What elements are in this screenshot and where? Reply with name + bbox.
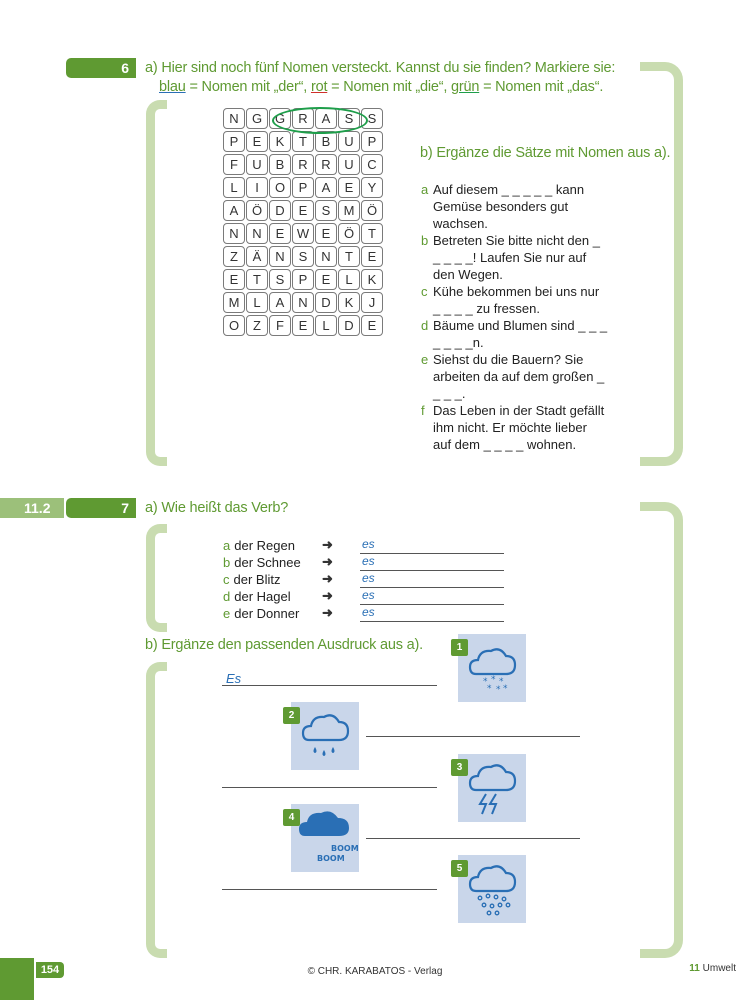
picture-badge-3: 3 — [451, 759, 468, 776]
color-green-label: grün — [451, 79, 480, 95]
verb-noun: der Regen — [234, 538, 295, 553]
grid-cell[interactable]: A — [269, 292, 291, 313]
exercise-6-heading-line2 — [159, 79, 603, 95]
verb-row — [223, 605, 299, 622]
svg-text:*: * — [499, 677, 504, 687]
grid-cell[interactable]: E — [315, 269, 337, 290]
grid-cell[interactable]: M — [338, 200, 360, 221]
grid-cell[interactable]: N — [223, 223, 245, 244]
picture-badge-2: 2 — [283, 707, 300, 724]
arrow-icon: ➜ — [322, 605, 333, 620]
verb-letter: b — [223, 555, 231, 570]
hail-cloud-icon — [458, 855, 526, 923]
grid-cell[interactable]: W — [292, 223, 314, 244]
grid-cell[interactable]: R — [292, 108, 314, 129]
verb-letter: d — [223, 589, 231, 604]
picture-rain — [291, 702, 359, 770]
picture-badge-1: 1 — [451, 639, 468, 656]
grid-cell[interactable]: N — [223, 108, 245, 129]
footer-tab — [0, 958, 34, 1000]
color-blue-label: blau — [159, 79, 186, 95]
grid-cell[interactable]: K — [338, 292, 360, 313]
grid-cell[interactable]: Ö — [361, 200, 383, 221]
section-tab: 11.2 — [0, 498, 64, 518]
verb-noun: der Schnee — [234, 555, 301, 570]
exercise-7b-heading: b) Ergänze den passenden Ausdruck aus a). — [145, 637, 423, 653]
item-text: Betreten Sie bitte nicht den _ _ _ _ _! Laufen Sie nur auf den Wegen. — [433, 233, 600, 282]
picture-badge-4: 4 — [283, 809, 300, 826]
snow-cloud-icon — [458, 634, 526, 702]
grid-cell[interactable]: P — [292, 177, 314, 198]
exercise-7-tab — [66, 498, 136, 518]
das-rule: = Nomen mit „das“. — [479, 79, 604, 95]
example-highlight-oval — [272, 107, 368, 134]
grid-cell[interactable]: N — [269, 246, 291, 267]
verb-row — [223, 571, 280, 588]
grid-cell[interactable]: E — [361, 246, 383, 267]
grid-cell[interactable]: C — [361, 154, 383, 175]
answer-line-1[interactable] — [222, 685, 437, 686]
arrow-icon: ➜ — [322, 537, 333, 552]
svg-text:*: * — [487, 684, 492, 694]
unit-label — [689, 963, 736, 974]
grid-cell[interactable]: N — [292, 292, 314, 313]
arrow-icon: ➜ — [322, 554, 333, 569]
item-text: Bäume und Blumen sind _ _ _ _ _ _ _n. — [433, 318, 608, 350]
grid-cell[interactable]: D — [338, 315, 360, 336]
exercise-number: 6 — [121, 60, 129, 76]
verb-answer-line[interactable] — [360, 605, 504, 622]
picture-lightning — [458, 754, 526, 822]
answer-line-3[interactable] — [222, 787, 437, 788]
grid-cell[interactable]: K — [269, 131, 291, 152]
exercise-7b-left-bracket — [146, 662, 167, 958]
grid-cell[interactable]: L — [246, 292, 268, 313]
exercise-7-right-bracket — [640, 502, 683, 958]
grid-cell[interactable]: L — [315, 315, 337, 336]
grid-cell[interactable]: K — [361, 269, 383, 290]
item-letter: f — [421, 403, 425, 418]
verb-answer-line[interactable] — [360, 588, 504, 605]
verb-row — [223, 588, 291, 605]
grid-cell[interactable]: N — [315, 246, 337, 267]
svg-text:BOOM: BOOM — [317, 854, 345, 863]
publisher: © CHR. KARABATOS - Verlag — [307, 966, 443, 977]
verb-answer-text: es — [362, 588, 375, 602]
item-letter: c — [421, 284, 428, 299]
arrow-icon: ➜ — [322, 571, 333, 586]
grid-cell[interactable]: T — [292, 131, 314, 152]
exercise-6-right-bracket — [640, 62, 683, 466]
grid-cell[interactable]: T — [338, 246, 360, 267]
picture-snow — [458, 634, 526, 702]
handwritten-answer: Es — [226, 671, 242, 686]
exercise-6-left-bracket — [146, 100, 167, 466]
verb-answer-text: es — [362, 605, 375, 619]
verb-answer-text: es — [362, 571, 375, 585]
thunder-cloud-icon — [291, 804, 359, 872]
grid-cell[interactable]: U — [246, 154, 268, 175]
grid-cell[interactable]: A — [223, 200, 245, 221]
grid-cell[interactable]: T — [361, 223, 383, 244]
item-letter: b — [421, 233, 429, 248]
verb-answer-line[interactable] — [360, 571, 504, 588]
grid-cell[interactable]: Ö — [246, 200, 268, 221]
grid-cell[interactable]: L — [223, 177, 245, 198]
grid-cell[interactable]: D — [269, 200, 291, 221]
page-number: 154 — [36, 962, 64, 978]
svg-text:*: * — [491, 675, 496, 685]
grid-cell[interactable]: P — [223, 131, 245, 152]
grid-cell[interactable]: S — [315, 200, 337, 221]
verb-noun: der Hagel — [234, 589, 291, 604]
grid-cell[interactable]: P — [292, 269, 314, 290]
item-letter: e — [421, 352, 429, 367]
der-rule: = Nomen mit „der“, — [185, 79, 311, 95]
picture-hail — [458, 855, 526, 923]
grid-cell[interactable]: E — [269, 223, 291, 244]
verb-row — [223, 537, 295, 554]
grid-cell[interactable]: D — [315, 292, 337, 313]
grid-cell[interactable]: Ä — [246, 246, 268, 267]
grid-cell[interactable]: E — [246, 131, 268, 152]
grid-cell[interactable]: G — [269, 108, 291, 129]
die-rule: = Nomen mit „die“, — [327, 79, 451, 95]
grid-cell[interactable]: B — [269, 154, 291, 175]
grid-cell[interactable]: J — [361, 292, 383, 313]
verb-letter: e — [223, 606, 231, 621]
grid-cell[interactable]: G — [246, 108, 268, 129]
item-letter: a — [421, 182, 429, 197]
exercise-6-tab — [66, 58, 136, 78]
color-red-label: rot — [310, 79, 328, 95]
picture-thunder — [291, 804, 359, 872]
verb-letter: a — [223, 538, 231, 553]
svg-text:*: * — [483, 677, 488, 687]
exercise-6-heading-line1: a) Hier sind noch fünf Nomen versteckt. Kannst du sie finden? Markiere sie: — [145, 60, 616, 76]
exercise-number: 7 — [121, 500, 129, 516]
item-text: Kühe bekommen bei uns nur _ _ _ _ zu fressen. — [433, 284, 600, 316]
item-letter: d — [421, 318, 429, 333]
grid-cell[interactable]: L — [338, 269, 360, 290]
verb-answer-text: es — [362, 554, 375, 568]
rain-cloud-icon — [291, 702, 359, 770]
verb-answer-text: es — [362, 537, 375, 551]
grid-cell[interactable]: S — [292, 246, 314, 267]
grid-cell[interactable]: E — [292, 315, 314, 336]
grid-cell[interactable]: T — [246, 269, 268, 290]
unit-number: 11 — [689, 963, 700, 974]
grid-cell[interactable]: O — [269, 177, 291, 198]
lightning-cloud-icon — [458, 754, 526, 822]
verb-answer-line[interactable] — [360, 537, 504, 554]
grid-cell[interactable]: B — [315, 131, 337, 152]
grid-cell[interactable]: Y — [361, 177, 383, 198]
grid-cell[interactable]: I — [246, 177, 268, 198]
exercise-6b-heading: b) Ergänze die Sätze mit Nomen aus a). — [420, 145, 671, 161]
grid-cell[interactable]: S — [338, 108, 360, 129]
verb-answer-line[interactable] — [360, 554, 504, 571]
svg-text:*: * — [496, 685, 501, 695]
item-text: Auf diesem _ _ _ _ _ kann Gemüse besonders gut wachsen. — [433, 182, 585, 231]
grid-cell[interactable]: E — [223, 269, 245, 290]
item-text: Das Leben in der Stadt gefällt ihm nicht. Er möchte lieber auf dem _ _ _ _ wohnen. — [433, 403, 605, 452]
grid-cell[interactable]: F — [269, 315, 291, 336]
verb-noun: der Donner — [234, 606, 300, 621]
grid-cell[interactable]: Z — [223, 246, 245, 267]
verb-row — [223, 554, 301, 571]
grid-cell[interactable]: Ö — [338, 223, 360, 244]
grid-cell[interactable]: R — [315, 154, 337, 175]
arrow-icon: ➜ — [322, 588, 333, 603]
item-text: Siehst du die Bauern? Sie arbeiten da auf dem großen _ _ _ _. — [433, 352, 605, 401]
grid-cell[interactable]: U — [338, 131, 360, 152]
unit-name: Umwelt — [702, 963, 736, 974]
grid-cell[interactable]: P — [361, 131, 383, 152]
answer-line-5[interactable] — [222, 889, 437, 890]
grid-cell[interactable]: E — [338, 177, 360, 198]
exercise-7a-left-bracket — [146, 524, 167, 632]
grid-cell[interactable]: M — [223, 292, 245, 313]
verb-noun: der Blitz — [233, 572, 281, 587]
grid-cell[interactable]: E — [361, 315, 383, 336]
svg-text:*: * — [503, 684, 508, 694]
grid-cell[interactable]: S — [269, 269, 291, 290]
grid-cell[interactable]: A — [315, 108, 337, 129]
grid-cell[interactable]: E — [315, 223, 337, 244]
exercise-7a-heading: a) Wie heißt das Verb? — [145, 500, 289, 516]
grid-cell[interactable]: N — [246, 223, 268, 244]
grid-cell[interactable]: E — [292, 200, 314, 221]
verb-letter: c — [223, 572, 230, 587]
grid-cell[interactable]: A — [315, 177, 337, 198]
answer-line-2[interactable] — [366, 736, 580, 737]
grid-cell[interactable]: O — [223, 315, 245, 336]
grid-cell[interactable]: R — [292, 154, 314, 175]
answer-line-4[interactable] — [366, 838, 580, 839]
picture-badge-5: 5 — [451, 860, 468, 877]
svg-text:BOOM: BOOM — [331, 844, 359, 853]
grid-cell[interactable]: U — [338, 154, 360, 175]
grid-cell[interactable]: F — [223, 154, 245, 175]
grid-cell[interactable]: S — [361, 108, 383, 129]
grid-cell[interactable]: Z — [246, 315, 268, 336]
